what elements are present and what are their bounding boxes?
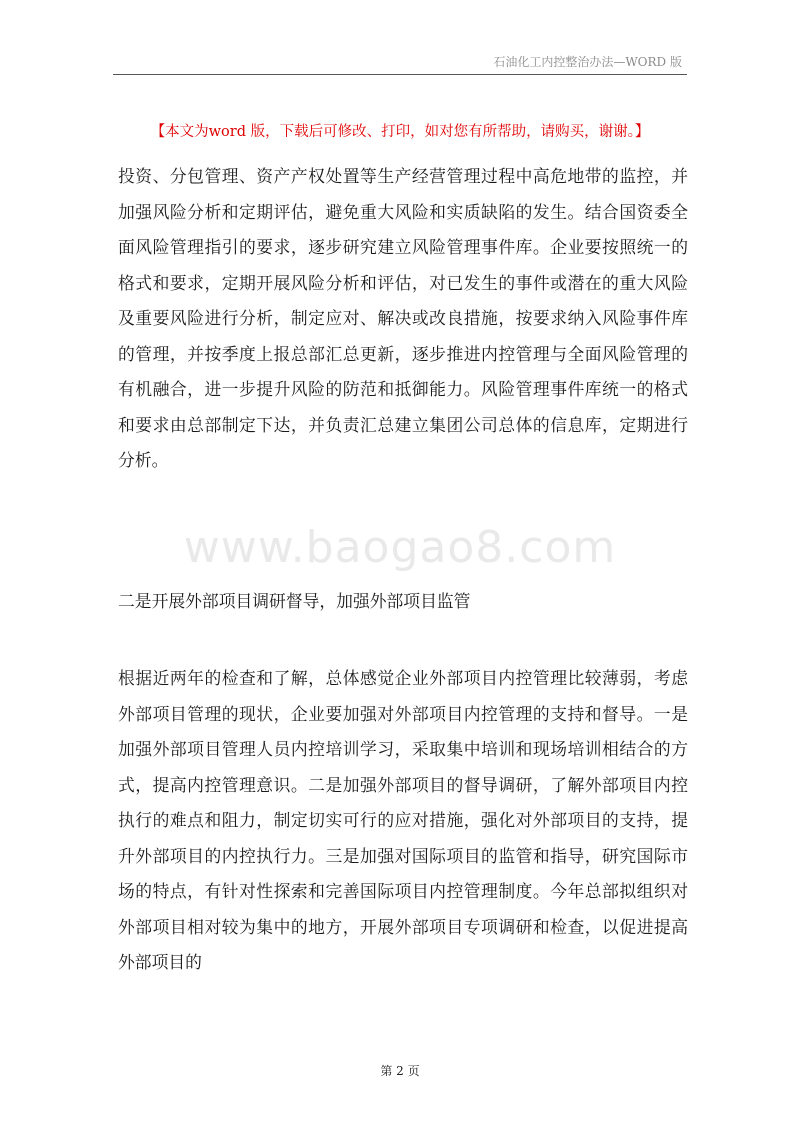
body-paragraph-1: 投资、分包管理、资产产权处置等生产经营管理过程中高危地带的监控，并加强风险分析和定期评估，避免重大风险和实质缺陷的发生。结合国资委全面风险管理指引的要求，逐步研究建立风险管理事件库。企业要按照统一的格式和要求，定期开展风险分析和评估，对已发生的事件或潜在的重大风险及重要风险进行分析，制定应对、解决或改良措施，按要求纳入风险事件库的管理，并按季度上报总部汇总更新，逐步推进内控管理与全面风险管理的有机融合，进一步提升风险的防范和抵御能力。风险管理事件库统一的格式和要求由总部制定下达，并负责汇总建立集团公司总体的信息库，定期进行分析。: [118, 166, 688, 470]
document-header-title: 石油化工内控整治办法—WORD 版: [493, 55, 682, 69]
header-divider: [113, 74, 687, 75]
section-heading: 二是开展外部项目调研督导，加强外部项目监管: [118, 591, 471, 611]
body-paragraph-2: 根据近两年的检查和了解，总体感觉企业外部项目内控管理比较薄弱，考虑外部项目管理的现状，企业要加强对外部项目内控管理的支持和督导。一是加强外部项目管理人员内控培训学习，采取集中培训和现场培训相结合的方式，提高内控管理意识。二是加强外部项目的督导调研，了解外部项目内控执行的难点和阻力，制定切实可行的应对措施，强化对外部项目的支持，提升外部项目的内控执行力。三是加强对国际项目的监管和指导，研究国际市场的特点，有针对性探索和完善国际项目内控管理制度。今年总部拟组织对外部项目相对较为集中的地方，开展外部项目专项调研和检查，以促进提高外部项目的: [118, 668, 688, 972]
page-number: 第 2 页: [380, 1064, 420, 1078]
download-notice: 【本文为word 版，下载后可修改、打印，如对您有所帮助，请购买，谢谢。】: [150, 124, 650, 140]
watermark: www.baogao8.com: [183, 522, 617, 573]
